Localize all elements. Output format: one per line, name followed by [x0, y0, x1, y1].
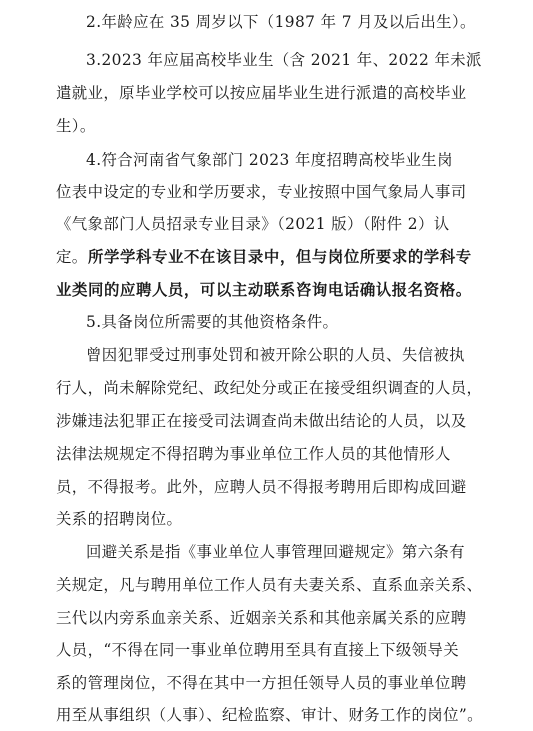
paragraph-other-conditions: 5.具备岗位所需要的其他资格条件。 [86, 313, 339, 331]
paragraph-exclusion-line-2: 行人，尚未解除党纪、政纪处分或正在接受组织调查的人员， [56, 379, 483, 397]
paragraph-graduate-line-2: 遣就业，原毕业学校可以按应届毕业生进行派遣的高校毕业 [56, 84, 467, 102]
paragraph-major-line-1: 4.符合河南省气象部门 2023 年度招聘高校毕业生岗 [86, 151, 453, 169]
paragraph-exclusion-line-5: 员，不得报考。此外，应聘人员不得报考聘用后即构成回避 [56, 478, 467, 496]
paragraph-avoidance-line-1: 回避关系是指《事业单位人事管理回避规定》第六条有 [86, 543, 465, 561]
paragraph-graduate-line-1: 3.2023 年应届高校毕业生（含 2021 年、2022 年未派 [86, 51, 482, 69]
paragraph-major-line-2: 位表中设定的专业和学历要求，专业按照中国气象局人事司 [56, 183, 467, 201]
paragraph-age-requirement: 2.年龄应在 35 周岁以下（1987 年 7 月及以后出生）。 [86, 13, 476, 31]
paragraph-exclusion-line-4: 法律法规规定不得招聘为事业单位工作人员的其他情形人 [56, 445, 451, 463]
emphasis-major-notice-line-1: 所学学科专业不在该目录中，但与岗位所要求的学科专 [88, 248, 472, 266]
paragraph-avoidance-line-4: 人员，“不得在同一事业单位聘用至具有直接上下级领导关 [56, 641, 460, 659]
paragraph-avoidance-line-2: 关规定，凡与聘用单位工作人员有夫妻关系、直系血亲关系、 [56, 576, 483, 594]
paragraph-major-line-3: 《气象部门人员招录专业目录》（2021 版）（附件 2）认 [56, 215, 450, 233]
paragraph-exclusion-line-6: 关系的招聘岗位。 [56, 510, 183, 528]
paragraph-major-line-4-start: 定。 [56, 248, 88, 266]
paragraph-avoidance-line-6: 用至从事组织（人事）、纪检监察、审计、财务工作的岗位”。 [56, 706, 483, 724]
paragraph-exclusion-line-3: 涉嫌违法犯罪正在接受司法调查尚未做出结论的人员，以及 [56, 412, 467, 430]
paragraph-graduate-line-3: 生）。 [56, 117, 96, 135]
paragraph-avoidance-line-5: 系的管理岗位，不得在其中一方担任领导人员的事业单位聘 [56, 674, 467, 692]
paragraph-avoidance-line-3: 三代以内旁系血亲关系、近姻亲关系和其他亲属关系的应聘 [56, 609, 467, 627]
paragraph-exclusion-line-1: 曾因犯罪受过刑事处罚和被开除公职的人员、失信被执 [86, 346, 465, 364]
emphasis-major-notice-line-2: 业类同的应聘人员，可以主动联系咨询电话确认报名资格。 [56, 281, 472, 299]
